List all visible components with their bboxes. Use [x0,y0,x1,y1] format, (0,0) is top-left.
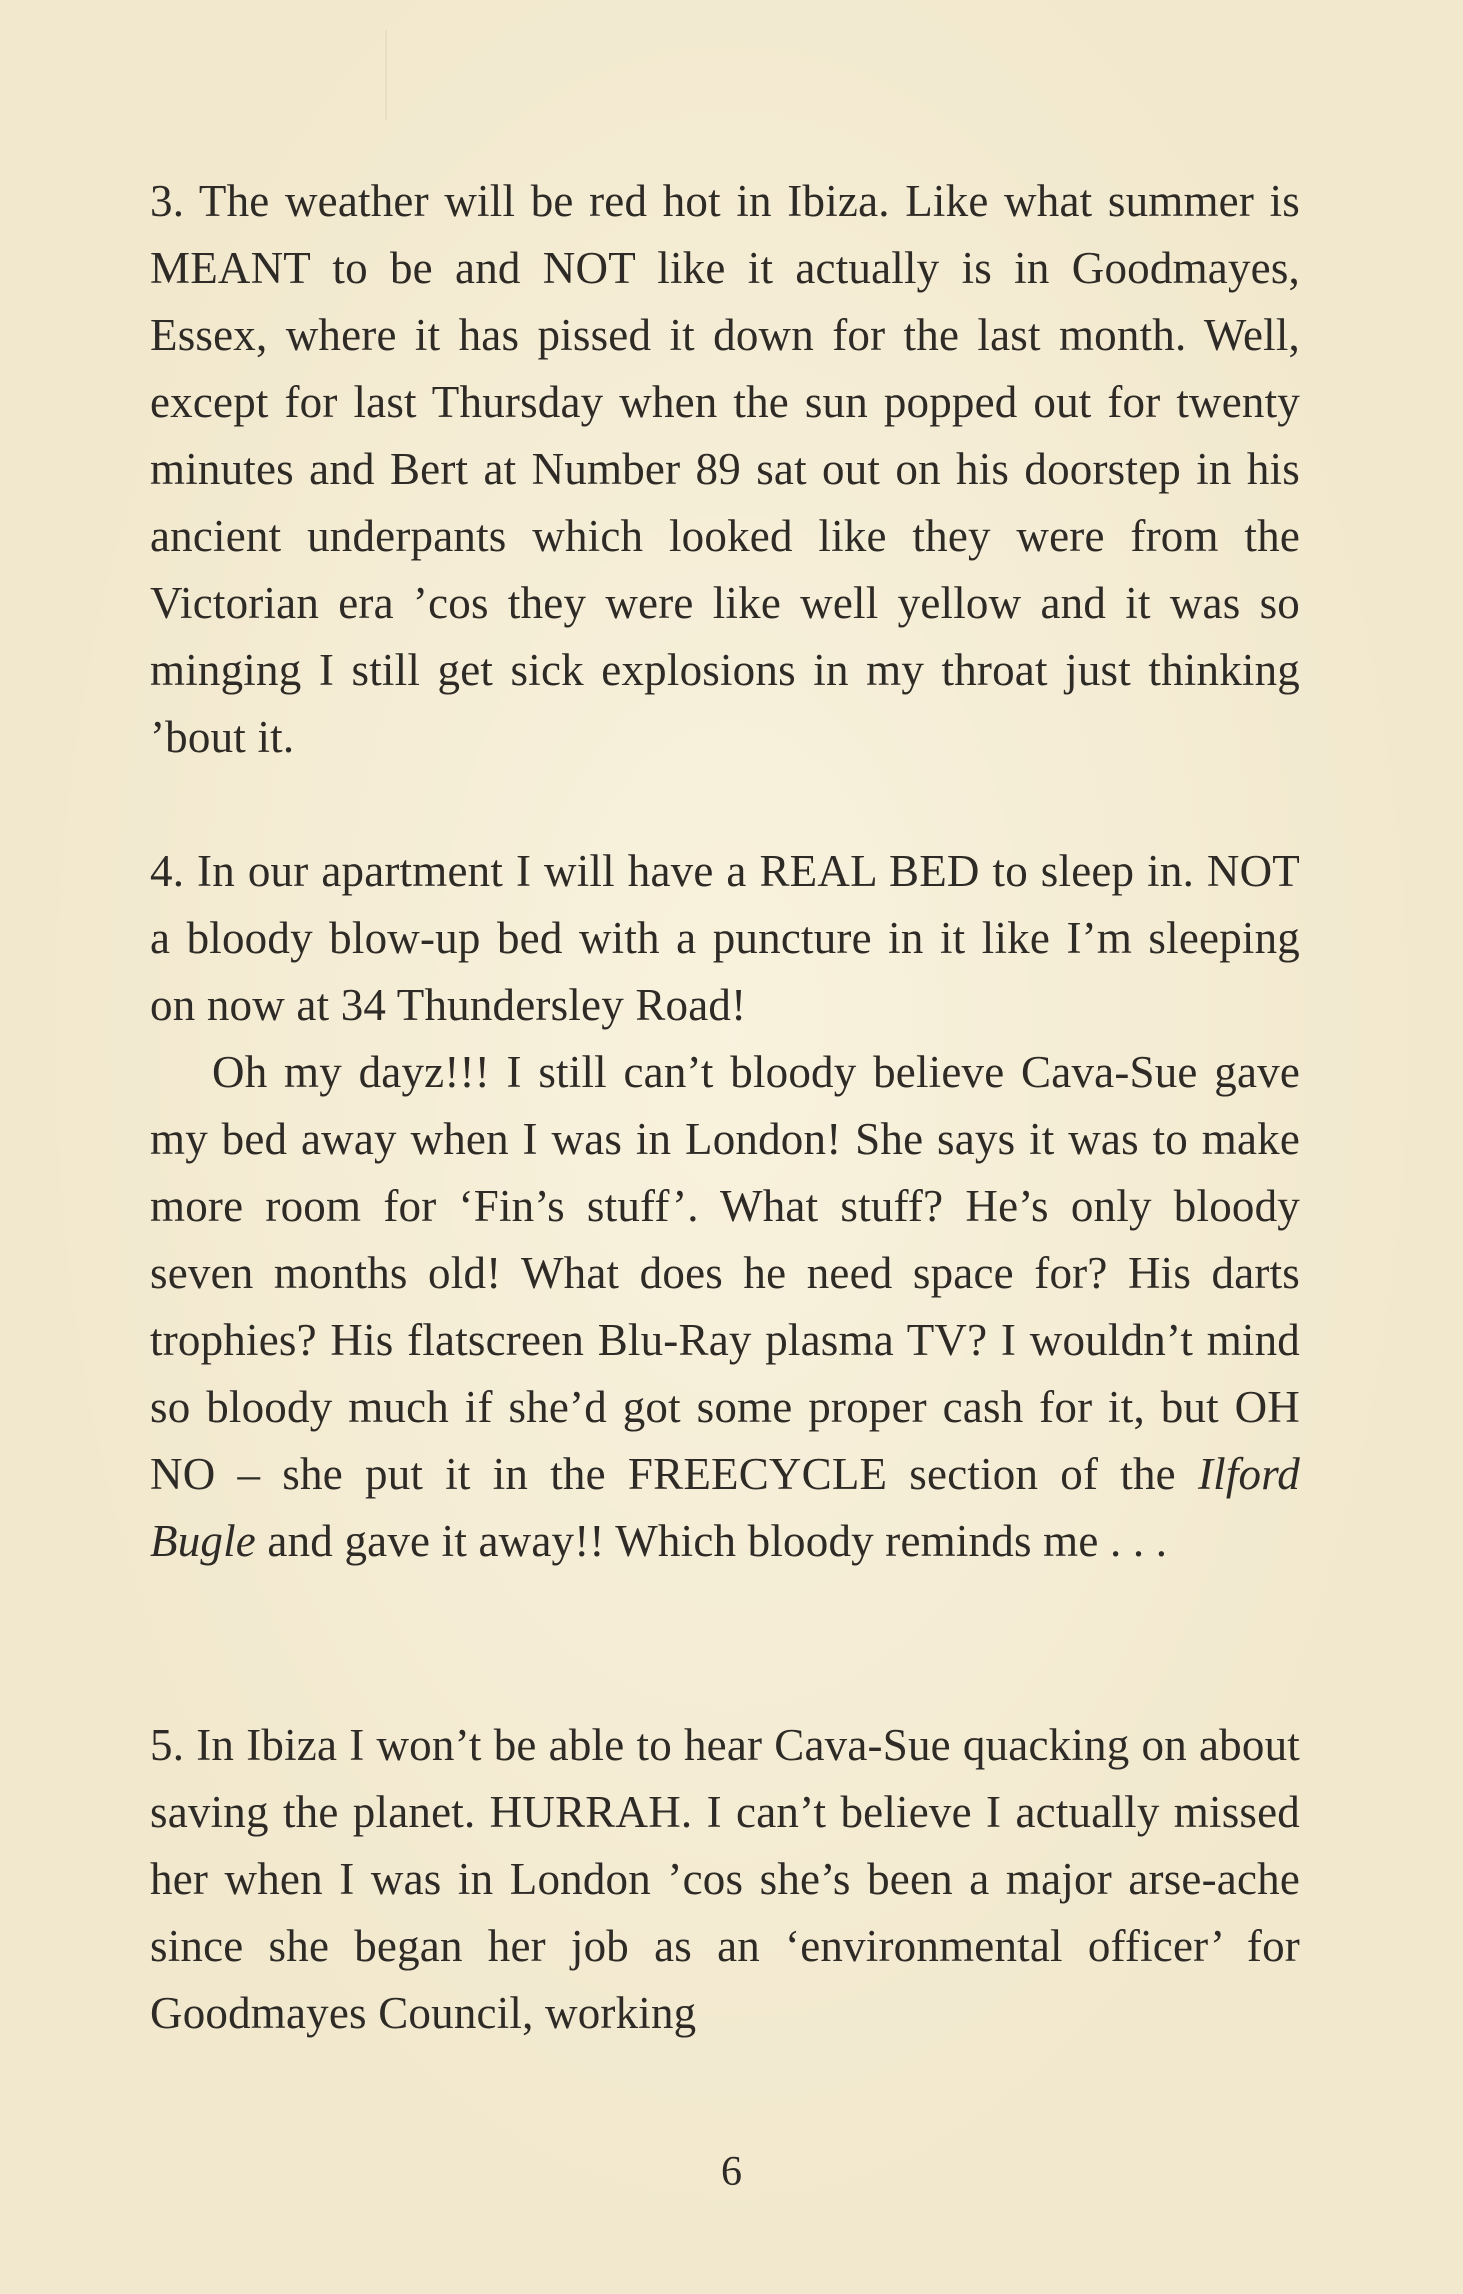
item-5-paragraph: 5. In Ibiza I won’t be able to hear Cava-Sue quacking on about saving the planet. HURRAH. I can’t believe I actually missed her when I was in London ’cos she’s been a major arse-ache since she began her job as an ‘environmental officer’ for Goodmayes Council, working [150,1720,1300,2038]
list-item-3 [150,168,1300,771]
paper-crease [385,30,387,120]
item-4-paragraph: 4. In our apartment I will have a REAL BED to sleep in. NOT a bloody blow-up bed with a puncture in it like I’m sleeping on now at 34 Thundersley Road! [150,846,1300,1030]
list-item-4 [150,838,1300,1575]
item-3-paragraph: 3. The weather will be red hot in Ibiza. Like what summer is MEANT to be and NOT like it actually is in Goodmayes, Essex, where it has pissed it down for the last month. Well, except for last Thursday when the sun popped out for twenty minutes and Bert at Number 89 sat out on his doorstep in his ancient underpants which looked like they were from the Victorian era ’cos they were like well yellow and it was so minging I still get sick explosions in my throat just thinking ’bout it. [150,176,1300,762]
page-number: 6 [721,2149,742,2195]
list-item-5 [150,1712,1300,2047]
continuation-text-end: and gave it away!! Which bloody reminds me . . . [255,1516,1168,1566]
continuation-text-start: Oh my dayz!!! I still can’t bloody believe Cava-Sue gave my bed away when I was in London! She says it was to make more room for ‘Fin’s stuff’. What stuff? He’s only bloody seven months old! What does he need space for? His darts trophies? His flatscreen Blu-Ray plasma TV? I wouldn’t mind so bloody much if she’d got some proper cash for it, but OH NO – she put it in the FREECYCLE section of the [150,1047,1300,1499]
item-4-continuation-paragraph [150,1039,1300,1575]
newspaper-title: Ilford Bugle [150,1449,1300,1566]
